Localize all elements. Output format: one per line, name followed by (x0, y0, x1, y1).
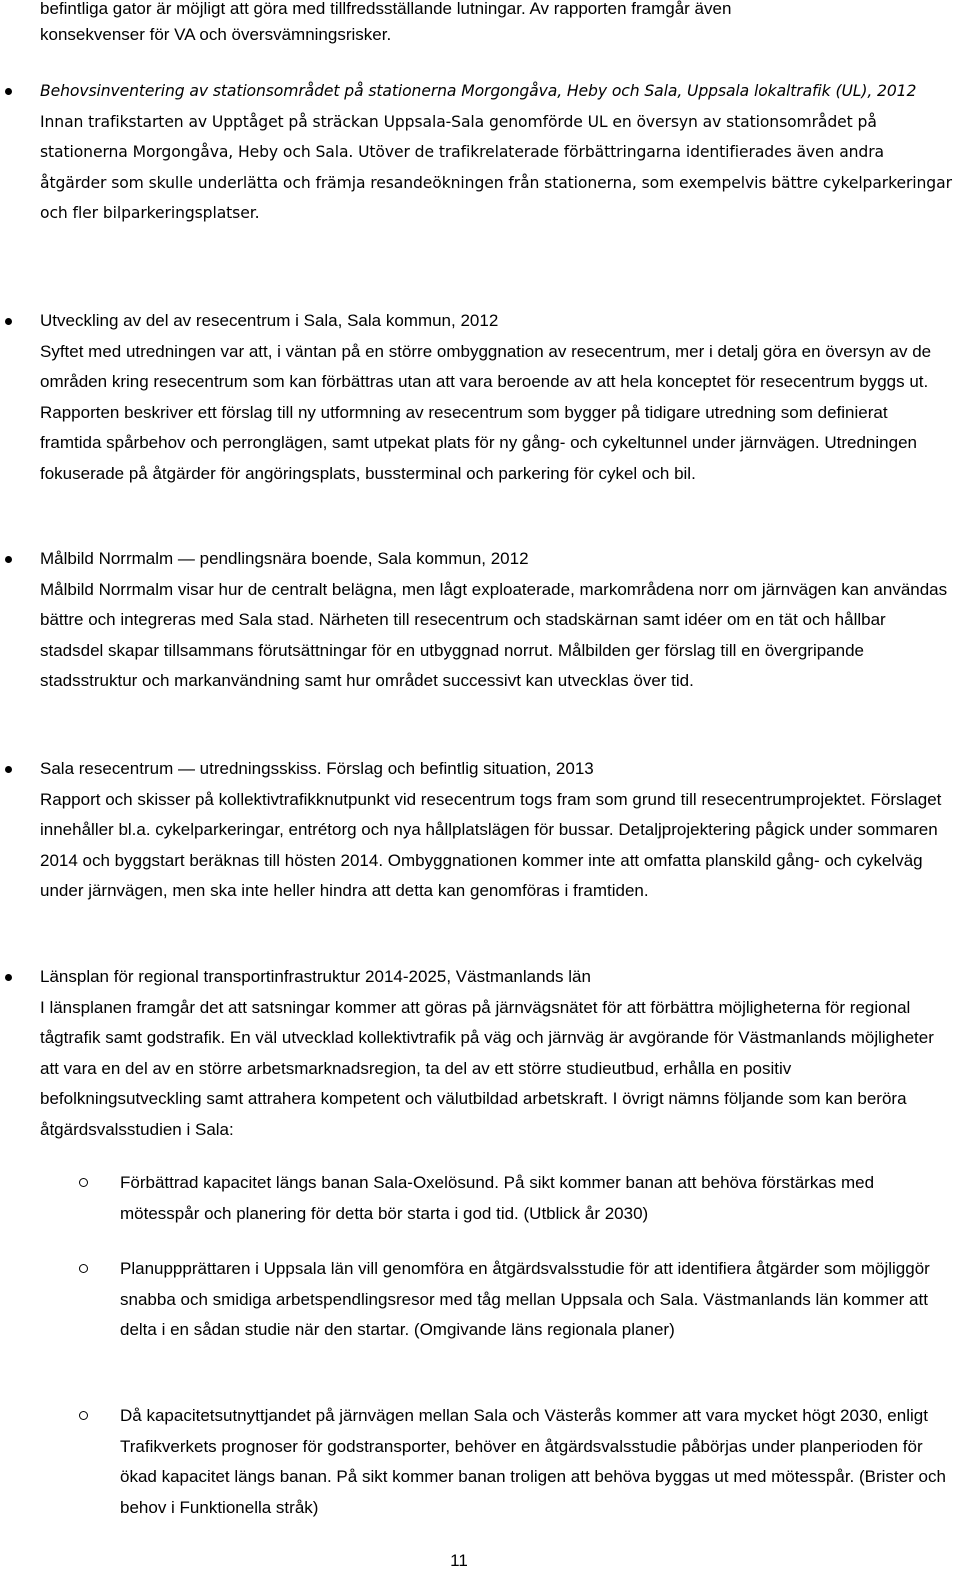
bullet-icon (5, 766, 12, 773)
list-item-malbild-norrmalm (40, 544, 952, 697)
circle-bullet-icon (79, 1178, 88, 1187)
list-item-title: Länsplan för regional transportinfrastruktur 2014-2025, Västmanlands län (40, 967, 591, 986)
list-item-body: Syftet med utredningen var att, i väntan på en större ombyggnation av resecentrum, mer i detalj göra en översyn av de områden kring resecentrum som kan förbättras utan att vara beroende av att hela konceptet för resecentrum byggs ut. Rapporten beskriver ett förslag till ny utformning av resecentrum som bygger på tidigare utredning som definierat framtida spårbehov och perronglägen, samt utpekat plats för ny gång- och cykeltunnel under järnvägen. Utredningen fokuserade på åtgärder för angöringsplats, bussterminal och parkering för cykel och bil. (40, 341, 932, 483)
circle-bullet-icon (79, 1411, 88, 1420)
page-number: 11 (450, 1551, 468, 1570)
bullet-icon (5, 556, 12, 563)
list-item-body: Målbild Norrmalm visar hur de centralt belägna, men lågt exploaterade, markområdena norr om järnvägen kan användas bättre och integreras med Sala stad. Närheten till resecentrum och stadskärnan samt idéer om en tät och hållbar stadsdel skapar tillsammans förutsättningar för en utbyggnad norrut. Målbilden ger förslag till en övergripande stadsstruktur och markanvändning samt hur området successivt kan utvecklas över tid. (40, 579, 948, 690)
bullet-icon (5, 974, 12, 981)
list-item-behovsinventering (40, 76, 952, 229)
list-item-sala-resecentrum (40, 754, 952, 907)
sub-list-item (120, 1401, 950, 1523)
circle-bullet-icon (79, 1264, 88, 1273)
sub-list-item-text: Då kapacitetsutnyttjandet på järnvägen mellan Sala och Västerås kommer att vara mycket högt 2030, enligt Trafikverkets prognoser för godstransporter, behöver en åtgärdsvalsstudie påbörjas under planperioden för ökad kapacitet längs banan. På sikt kommer banan troligen att behöva byggas ut med mötesspår. (Brister och behov i Funktionella stråk) (120, 1406, 946, 1517)
sub-list-item (120, 1168, 950, 1229)
sub-list-item-text: Förbättrad kapacitet längs banan Sala-Oxelösund. På sikt kommer banan att behöva förstärkas med mötesspår och planering för detta bör starta i god tid. (Utblick år 2030) (120, 1173, 875, 1223)
intro-line-2: konsekvenser för VA och översvämningsrisker. (40, 25, 392, 44)
list-item-title: Målbild Norrmalm — pendlingsnära boende, Sala kommun, 2012 (40, 549, 529, 568)
list-item-lansplan (40, 962, 952, 1145)
intro-paragraph (40, 0, 945, 48)
sub-list-item (120, 1254, 950, 1346)
sub-list-item-text: Planuppprättaren i Uppsala län vill genomföra en åtgärdsvalsstudie för att identifiera åtgärder som möjliggör snabba och smidiga arbetspendlingsresor med tåg mellan Uppsala och Sala. Västmanlands län kommer att delta i en sådan studie när den startar. (Omgivande läns regionala planer) (120, 1259, 930, 1339)
bullet-icon (5, 318, 12, 325)
list-item-body: Innan trafikstarten av Upptåget på sträckan Uppsala-Sala genomförde UL en översyn av stationsområdet på stationerna Morgongåva, Heby och Sala. Utöver de trafikrelaterade förbättringarna identifierades även andra åtgärder som skulle underlätta och främja resandeökningen från stationerna, som exempelvis bättre cykelparkeringar och fler bilparkeringsplatser. (40, 112, 952, 222)
list-item-body: I länsplanen framgår det att satsningar kommer att göras på järnvägsnätet för att förbättra möjligheterna för regional tågtrafik samt godstrafik. En väl utvecklad kollektivtrafik på väg och järnväg är avgörande för Västmanlands möjligheter att vara en del av en större arbetsmarknadsregion, ta del av ett större studieutbud, erhålla en positiv befolkningsutveckling samt attrahera kompetent och välutbildad arbetskraft. I övrigt nämns följande som kan beröra åtgärdsvalsstudien i Sala: (40, 997, 934, 1139)
list-item-title: Sala resecentrum — utredningsskiss. Förslag och befintlig situation, 2013 (40, 759, 594, 778)
list-item-body: Rapport och skisser på kollektivtrafikknutpunkt vid resecentrum togs fram som grund till resecentrumprojektet. Förslaget innehåller bl.a. cykelparkeringar, entrétorg och nya hållplatslägen för bussar. Detaljprojektering pågick under sommaren 2014 och byggstart beräknas till hösten 2014. Ombyggnationen kommer inte att omfatta planskild gång- och cykelväg under järnvägen, men ska inte heller hindra att detta kan genomföras i framtiden. (40, 789, 942, 900)
intro-line-1: befintliga gator är möjligt att göra med tillfredsställande lutningar. Av rapporten framgår även (40, 0, 732, 18)
bullet-icon (5, 88, 12, 95)
list-item-utveckling-resecentrum (40, 306, 952, 489)
list-item-title: Behovsinventering av stationsområdet på stationerna Morgongåva, Heby och Sala, Uppsala lokaltrafik (UL), 2012 (40, 82, 917, 100)
list-item-title: Utveckling av del av resecentrum i Sala, Sala kommun, 2012 (40, 311, 499, 330)
